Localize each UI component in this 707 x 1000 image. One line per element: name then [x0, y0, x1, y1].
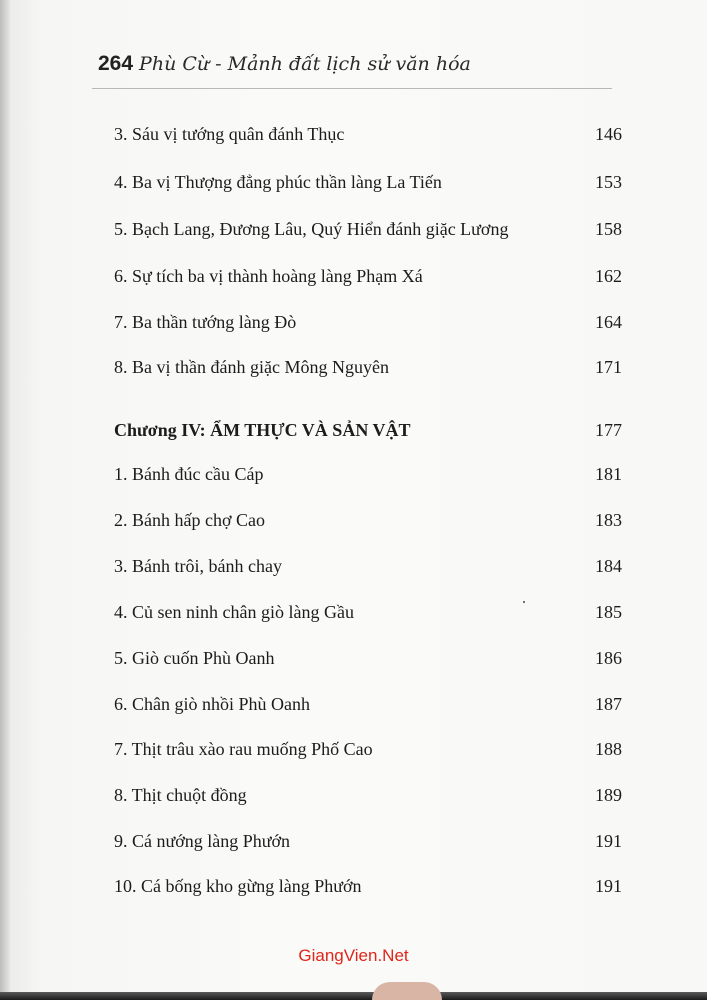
toc-entry-title: 7. Thịt trâu xào rau muống Phố Cao [114, 739, 373, 759]
toc-entry-page: 171 [595, 357, 622, 377]
toc-row [114, 508, 622, 532]
toc-entry-page: 184 [595, 556, 622, 576]
toc-entry-page: 191 [595, 831, 622, 851]
holding-thumb [372, 982, 442, 1000]
toc-row [114, 692, 622, 716]
toc-entry-page: 186 [595, 648, 622, 668]
toc-entry-page: 188 [595, 739, 622, 759]
header-title: Phù Cừ - Mảnh đất lịch sử văn hóa [139, 53, 471, 75]
bottom-shadow [0, 992, 707, 1000]
toc-row [114, 122, 622, 146]
toc-entry-title: 3. Sáu vị tướng quân đánh Thục [114, 124, 345, 144]
paper-speck [523, 601, 525, 603]
toc-entry-title: 10. Cá bống kho gừng làng Phướn [114, 876, 362, 896]
toc-entry-page: 158 [595, 219, 622, 239]
toc-entry-title: 9. Cá nướng làng Phướn [114, 831, 291, 851]
toc-entry-page: 191 [595, 876, 622, 896]
toc-chapter-title: Chương IV: ẨM THỰC VÀ SẢN VẬT [114, 420, 411, 440]
toc-row [114, 600, 622, 624]
toc-row [114, 737, 622, 761]
toc-entry-title: 4. Ba vị Thượng đẳng phúc thần làng La Tiến [114, 172, 442, 192]
toc-entry-page: 183 [595, 510, 622, 530]
toc-row [114, 462, 622, 486]
toc-entry-title: 2. Bánh hấp chợ Cao [114, 510, 265, 530]
toc-entry-page: 181 [595, 464, 622, 484]
toc-entry-title: 5. Giò cuốn Phù Oanh [114, 648, 275, 668]
toc-entry-title: 8. Thịt chuột đồng [114, 785, 247, 805]
toc-row [114, 355, 622, 379]
toc-row [114, 310, 622, 334]
toc-entry-title: 6. Sự tích ba vị thành hoàng làng Phạm Xá [114, 266, 423, 286]
toc-entry-title: 5. Bạch Lang, Đương Lâu, Quý Hiển đánh giặc Lương [114, 219, 509, 239]
toc-row [114, 783, 622, 807]
watermark: GiangVien.Net [298, 946, 409, 965]
toc-entry-title: 3. Bánh trôi, bánh chay [114, 556, 282, 576]
toc-entry-title: 1. Bánh đúc cầu Cáp [114, 464, 264, 484]
header-page-number: 264 [98, 52, 134, 75]
toc-chapter-row [114, 418, 622, 442]
toc-entry-title: 4. Củ sen ninh chân giò làng Gầu [114, 602, 354, 622]
toc-row [114, 646, 622, 670]
toc-row [114, 829, 622, 853]
toc-entry-title: 8. Ba vị thần đánh giặc Mông Nguyên [114, 357, 389, 377]
toc-row [114, 170, 622, 194]
toc-row [114, 554, 622, 578]
toc-entry-page: 153 [595, 172, 622, 192]
toc-row [114, 217, 622, 241]
toc-entry-page: 189 [595, 785, 622, 805]
toc-entry-title: 7. Ba thần tướng làng Đò [114, 312, 297, 332]
toc-entry-page: 177 [595, 420, 622, 440]
toc-entry-page: 187 [595, 694, 622, 714]
toc-entry-page: 162 [595, 266, 622, 286]
toc-entry-title: 6. Chân giò nhồi Phù Oanh [114, 694, 310, 714]
toc-entry-page: 146 [595, 124, 622, 144]
toc-entry-page: 164 [595, 312, 622, 332]
toc-row [114, 874, 622, 898]
toc-entry-page: 185 [595, 602, 622, 622]
toc-row [114, 264, 622, 288]
